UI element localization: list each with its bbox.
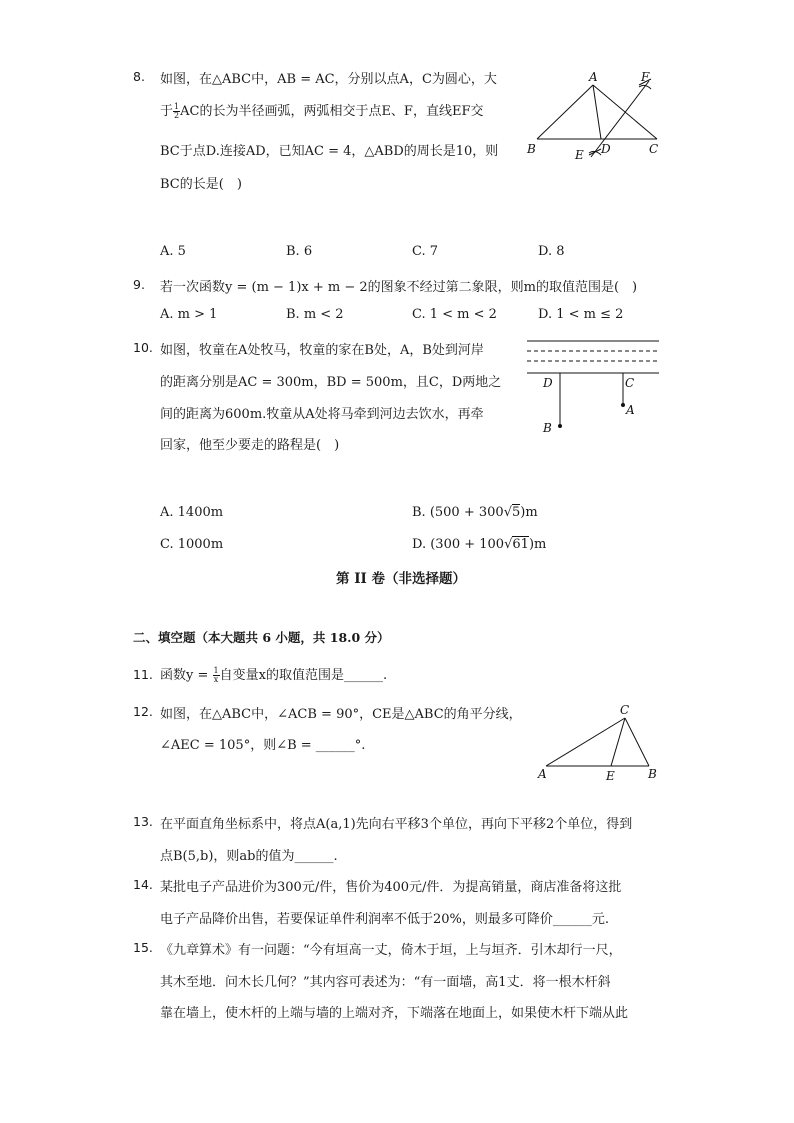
arc-mark-e <box>589 149 601 155</box>
option-c[interactable]: C. 7 <box>412 244 439 259</box>
text-fragment: 于 <box>160 104 174 119</box>
text-fragment: 函数y = <box>160 668 213 683</box>
section-title: 第 II 卷（非选择题） <box>336 571 467 587</box>
question-text-line: 电子产品降价出售，若要保证单件利润率不低于20%，则最多可降价______元. <box>160 912 610 927</box>
point-b <box>558 424 562 428</box>
fraction <box>213 667 220 684</box>
question-text-line: 其木至地．问木长几何？”其内容可表述为：“有一面墙，高1丈．将一根木杆斜 <box>160 975 611 990</box>
question-text-line: 如图，在△ABC中，∠ACB = 90°，CE是△ABC的角平分线， <box>160 707 522 722</box>
segment-ab <box>537 85 593 139</box>
text-fragment: B. (500 + 300 <box>412 505 504 520</box>
question-number: 11. <box>133 667 153 682</box>
option-b[interactable]: B. m < 2 <box>286 307 344 322</box>
question-text-line: 间的距离为600m.牧童从A处将马牵到河边去饮水，再牵 <box>160 407 484 422</box>
text-fragment: AC的长为半径画弧，两弧相交于点E、F，直线EF交 <box>180 104 484 119</box>
option-a[interactable]: A. 1400m <box>160 505 224 520</box>
label-b: B <box>543 421 552 435</box>
question-text-line: 某批电子产品进价为300元/件，售价为400元/件．为提高销量，商店准备将这批 <box>160 880 622 895</box>
label-a: A <box>626 403 635 417</box>
question-text-line: 如图，牧童在A处牧马，牧童的家在B处，A，B处到河岸 <box>160 343 484 358</box>
label-a: A <box>538 767 547 781</box>
text-fragment: )m <box>528 537 547 552</box>
text-fragment: 自变量x的取值范围是______. <box>219 668 388 683</box>
option-d[interactable]: D. 1 < m ≤ 2 <box>538 307 624 322</box>
option-b[interactable]: B. 6 <box>286 244 313 259</box>
label-c: C <box>625 376 635 390</box>
q12-triangle-figure <box>534 702 664 784</box>
label-b: B <box>648 767 657 781</box>
question-text-line: 点B(5,b)，则ab的值为______. <box>160 849 338 864</box>
question-number: 8. <box>133 69 145 84</box>
option-a[interactable]: A. m > 1 <box>160 307 218 322</box>
q10-river-figure <box>525 335 665 440</box>
question-text-line: BC于点D.连接AD，已知AC = 4，△ABD的周长是10，则 <box>160 144 499 159</box>
label-c: C <box>620 703 630 717</box>
label-d: D <box>543 376 553 390</box>
fraction-denominator: x <box>213 675 219 684</box>
fraction-numerator: 1 <box>174 102 180 111</box>
point-a <box>621 403 625 407</box>
question-number: 15. <box>133 940 153 955</box>
line-ef <box>591 81 649 157</box>
text-fragment: D. (300 + 100 <box>412 537 505 552</box>
option-a[interactable]: A. 5 <box>160 244 186 259</box>
label-e: E <box>575 148 584 162</box>
segment-ad <box>593 85 601 139</box>
q8-triangle-figure <box>525 65 675 165</box>
question-number: 13. <box>133 814 153 829</box>
option-c[interactable]: C. 1 < m < 2 <box>412 307 497 322</box>
question-number: 14. <box>133 877 153 892</box>
label-e: E <box>606 769 615 783</box>
question-number: 9. <box>133 277 145 292</box>
text-fragment: )m <box>520 505 538 520</box>
question-text-line: 靠在墙上，使木杆的上端与墙的上端对齐，下端落在地面上，如果使木杆下端从此 <box>160 1006 629 1021</box>
question-text-line <box>160 100 483 120</box>
question-text-line: ∠AEC = 105°，则∠B = ______°. <box>160 738 366 753</box>
section-heading: 二、填空题（本大题共 6 小题，共 18.0 分） <box>133 630 390 645</box>
question-text-line: 回家，他至少要走的路程是( ) <box>160 438 340 453</box>
option-b[interactable]: B. (500 + 300√5)m <box>412 505 538 520</box>
option-c[interactable]: C. 1000m <box>160 537 224 552</box>
radicand: 5 <box>511 505 521 520</box>
segment-bc <box>625 718 649 766</box>
question-text-line: 若一次函数y = (m − 1)x + m − 2的图象不经过第二象限，则m的取值范围是( ) <box>160 280 638 295</box>
option-d[interactable]: D. 8 <box>538 244 565 259</box>
question-text-line <box>160 664 387 684</box>
question-text-line: 在平面直角坐标系中，将点A(a,1)先向右平移3个单位，再向下平移2个单位，得到 <box>160 817 633 832</box>
radicand: 61 <box>512 537 529 552</box>
question-text-line: BC的长是( ) <box>160 177 242 192</box>
label-a: A <box>589 70 598 84</box>
question-text-line: 《九章算术》有一问题：“今有垣高一丈，倚木于垣，上与垣齐．引木却行一尺， <box>160 943 622 958</box>
question-number: 12. <box>133 704 153 719</box>
fraction-denominator: 2 <box>174 111 180 120</box>
label-f: F <box>641 70 650 84</box>
label-c: C <box>649 142 659 156</box>
label-d: D <box>601 142 611 156</box>
fraction-numerator: 1 <box>213 666 219 675</box>
option-d[interactable]: D. (300 + 100√61)m <box>412 537 547 552</box>
question-text-line: 如图，在△ABC中，AB = AC，分别以点A，C为圆心，大 <box>160 72 497 87</box>
question-text-line: 的距离分别是AC = 300m，BD = 500m，且C，D两地之 <box>160 375 502 390</box>
label-b: B <box>527 142 536 156</box>
question-number: 10. <box>133 340 153 355</box>
